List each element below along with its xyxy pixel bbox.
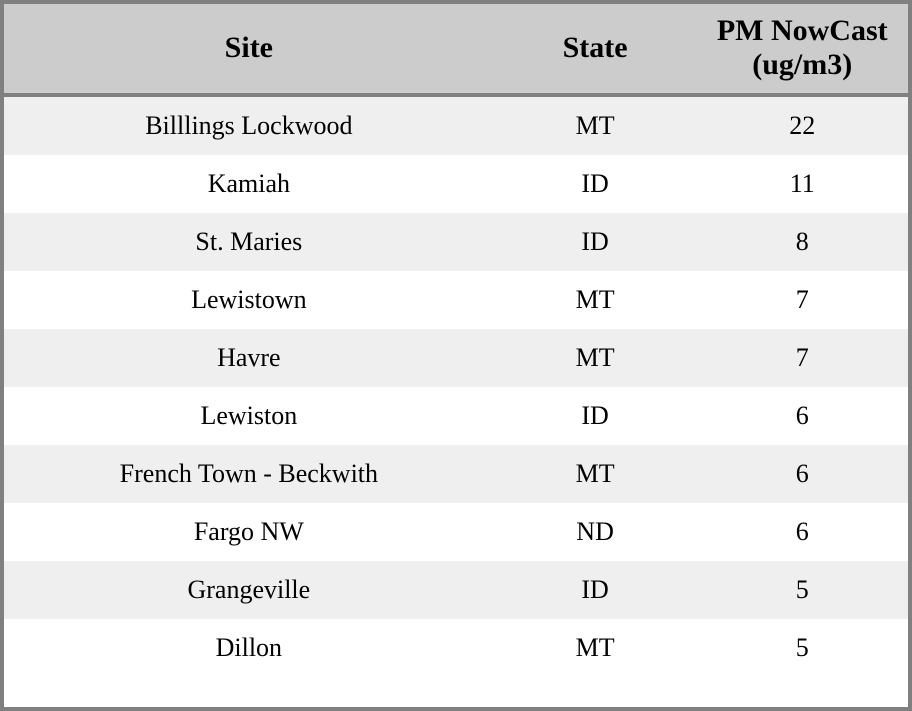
table-row — [4, 503, 908, 561]
cell-state: MT — [575, 285, 615, 315]
table-row — [4, 445, 908, 503]
cell-pm-nowcast: 5 — [795, 575, 809, 605]
cell-state: MT — [575, 111, 615, 141]
column-header-pm-nowcast: PM NowCast (ug/m3) — [696, 4, 908, 95]
cell-state: ND — [576, 517, 614, 547]
cell-state: ID — [581, 401, 609, 431]
table-row — [4, 619, 908, 677]
cell-state: MT — [575, 633, 615, 663]
cell-site: Kamiah — [207, 169, 290, 199]
table-row — [4, 271, 908, 329]
cell-pm-nowcast: 22 — [789, 111, 816, 141]
table-body — [4, 95, 908, 677]
cell-pm-nowcast: 6 — [795, 401, 809, 431]
table-row — [4, 561, 908, 619]
table-row — [4, 95, 908, 155]
cell-state: MT — [575, 343, 615, 373]
cell-pm-nowcast: 7 — [795, 343, 809, 373]
cell-state: ID — [581, 575, 609, 605]
table-row — [4, 155, 908, 213]
cell-state: ID — [581, 169, 609, 199]
cell-pm-nowcast: 6 — [795, 517, 809, 547]
column-header-site: Site — [4, 4, 494, 95]
cell-pm-nowcast: 11 — [789, 169, 815, 199]
cell-pm-nowcast: 6 — [795, 459, 809, 489]
table-row — [4, 387, 908, 445]
table-header — [4, 4, 908, 95]
cell-site: Dillon — [215, 633, 283, 663]
table-row — [4, 329, 908, 387]
cell-site: French Town - Beckwith — [119, 459, 379, 489]
cell-site: Lewistown — [191, 285, 307, 315]
cell-site: Havre — [217, 343, 281, 373]
cell-site: Lewiston — [200, 401, 298, 431]
cell-site: Fargo NW — [193, 517, 304, 547]
column-header-state: State — [494, 4, 697, 95]
table-row — [4, 213, 908, 271]
cell-pm-nowcast: 8 — [795, 227, 809, 257]
cell-state: MT — [575, 459, 615, 489]
table-header-row — [4, 4, 908, 95]
cell-site: St. Maries — [195, 227, 303, 257]
cell-state: ID — [581, 227, 609, 257]
cell-pm-nowcast: 7 — [795, 285, 809, 315]
cell-site: Billlings Lockwood — [145, 111, 353, 141]
air-quality-table — [4, 4, 908, 677]
cell-site: Grangeville — [187, 575, 311, 605]
cell-pm-nowcast: 5 — [795, 633, 809, 663]
